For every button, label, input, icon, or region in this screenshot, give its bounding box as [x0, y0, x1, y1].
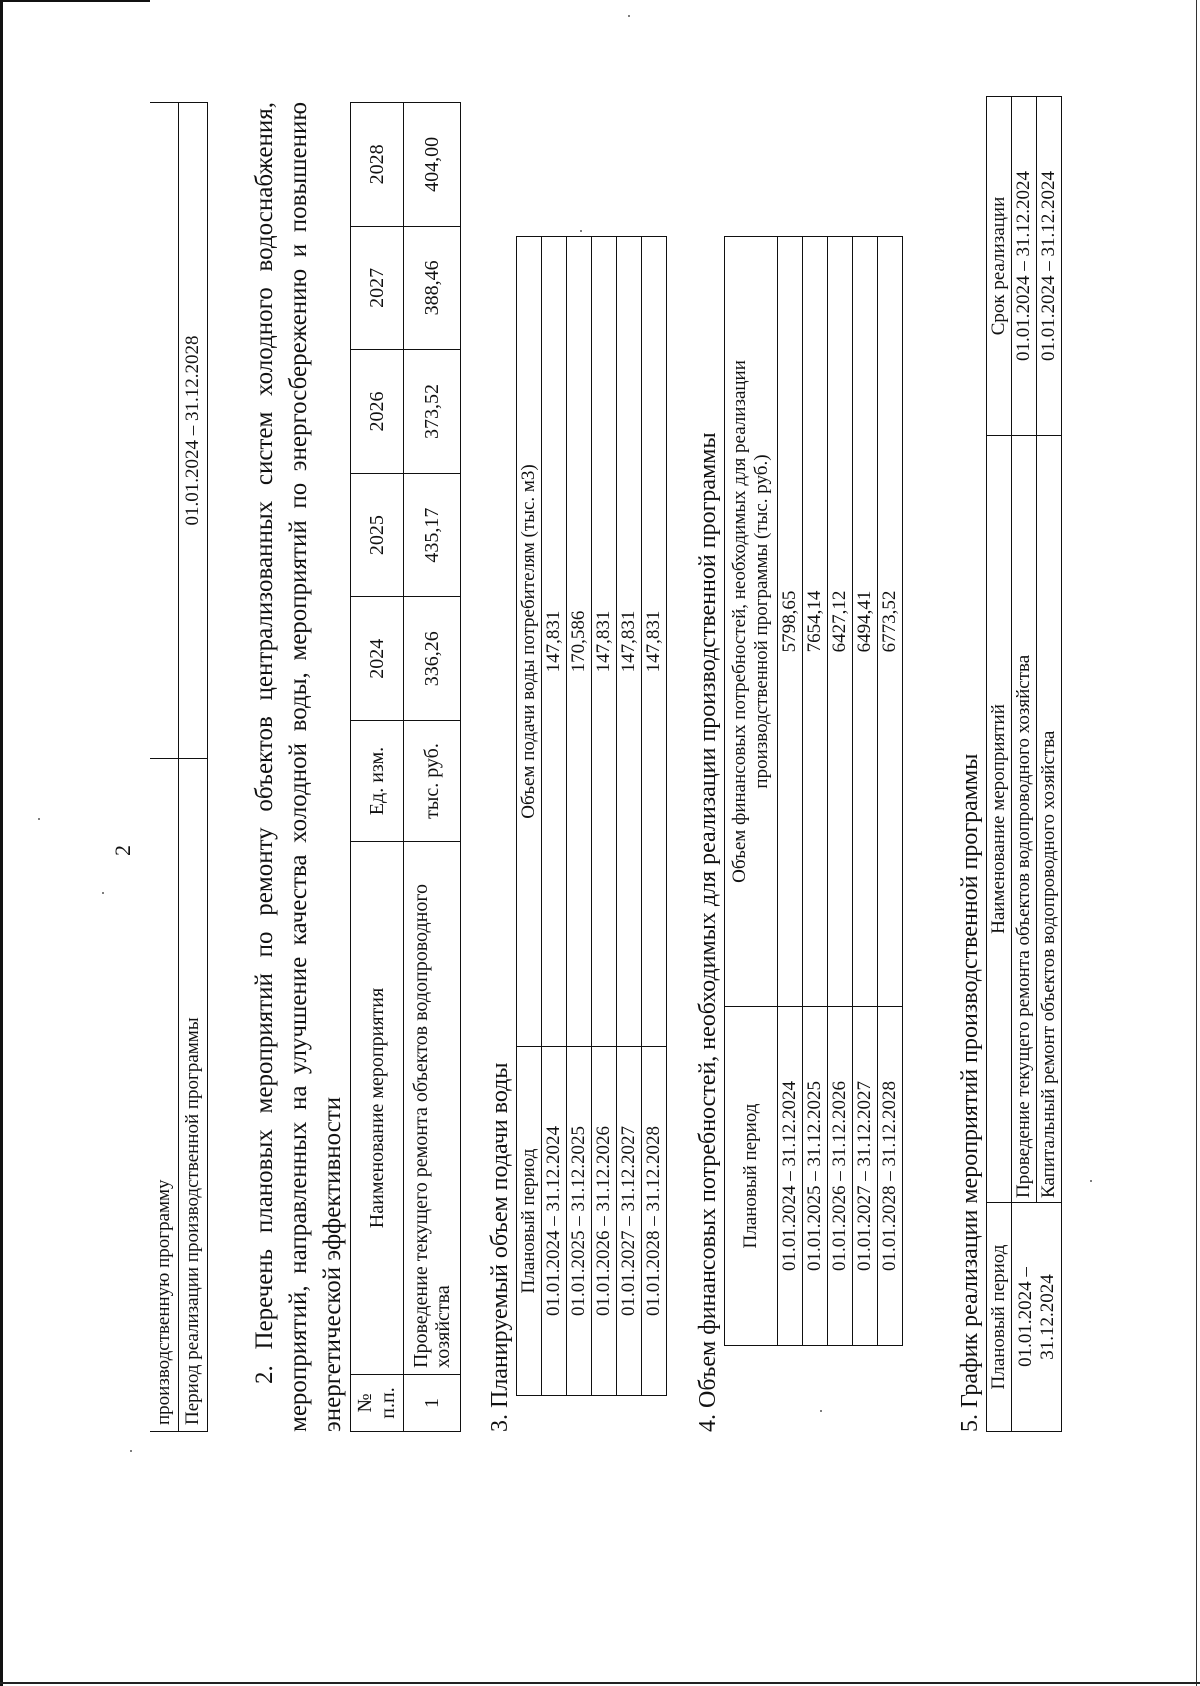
header-volume: Объем подачи воды потребителям (тыс. м3)	[517, 237, 542, 1047]
cell-period	[1012, 1203, 1062, 1432]
cell-2024: 336,26	[404, 597, 461, 721]
table-row	[1012, 97, 1037, 1432]
table-header-row	[517, 237, 542, 1396]
header-year-2027: 2027	[351, 226, 404, 350]
cell-2028: 404,00	[404, 103, 461, 227]
header-name: Наименование мероприятий	[987, 436, 1012, 1203]
header-num: № п.п.	[351, 1375, 404, 1432]
cell-period: 01.01.2026 – 31.12.2026	[828, 1007, 853, 1346]
cell-unit: тыс. руб.	[404, 721, 461, 842]
section4-table	[724, 236, 903, 1346]
table-row	[617, 237, 642, 1396]
header-period: Плановый период	[725, 1007, 778, 1346]
table-row	[592, 237, 617, 1396]
cell-period: 01.01.2027 – 31.12.2027	[617, 1047, 642, 1396]
program-continued-value	[150, 103, 179, 759]
cell-volume: 147,831	[617, 237, 642, 1047]
program-continued-label: производственную программу	[150, 759, 179, 1432]
table-row	[567, 237, 592, 1396]
section2-table	[350, 102, 461, 1432]
cell-period: 01.01.2025 – 31.12.2025	[567, 1047, 592, 1396]
table-row	[828, 237, 853, 1346]
table-row	[878, 237, 903, 1346]
cell-name: Капитальный ремонт объектов водопроводного хозяйства	[1037, 436, 1062, 1203]
cell-2025: 435,17	[404, 473, 461, 597]
table-row	[150, 103, 179, 1432]
cell-name: Проведение текущего ремонта объектов водопроводного хозяйства	[404, 842, 461, 1375]
cell-period: 01.01.2028 – 31.12.2028	[878, 1007, 903, 1346]
cell-name: Проведение текущего ремонта объектов водопроводного хозяйства	[1012, 436, 1037, 1203]
header-year-2025: 2025	[351, 473, 404, 597]
cell-period: 01.01.2026 – 31.12.2026	[592, 1047, 617, 1396]
header-year-2028: 2028	[351, 103, 404, 227]
cell-2026: 373,52	[404, 350, 461, 474]
cell-amount: 6427,12	[828, 237, 853, 1007]
cell-volume: 147,831	[592, 237, 617, 1047]
section5-title: 5. График реализации мероприятий производственной программы	[957, 753, 983, 1432]
program-table	[150, 102, 208, 1432]
header-term: Срок реализации	[987, 97, 1012, 436]
document-content	[150, 102, 1062, 1432]
cell-volume: 147,831	[642, 237, 667, 1047]
cell-volume: 170,586	[567, 237, 592, 1047]
table-header-row	[351, 103, 404, 1432]
table-row	[404, 103, 461, 1432]
header-amount	[725, 237, 778, 1007]
cell-amount: 6494,41	[853, 237, 878, 1007]
cell-amount: 5798,65	[778, 237, 803, 1007]
cell-period: 01.01.2027 – 31.12.2027	[853, 1007, 878, 1346]
header-amount-line2: производственной программы (тыс. руб.)	[751, 454, 772, 789]
cell-amount: 6773,52	[878, 237, 903, 1007]
cell-period-line1: 01.01.2024 –	[1014, 1267, 1036, 1367]
cell-term: 01.01.2024 – 31.12.2024	[1037, 97, 1062, 436]
cell-period: 01.01.2024 – 31.12.2024	[542, 1047, 567, 1396]
header-year-2024: 2024	[351, 597, 404, 721]
header-year-2026: 2026	[351, 350, 404, 474]
table-row	[642, 237, 667, 1396]
cell-term: 01.01.2024 – 31.12.2024	[1012, 97, 1037, 436]
table-row	[778, 237, 803, 1346]
header-period: Плановый период	[987, 1203, 1012, 1432]
page-number: 2	[110, 845, 135, 856]
cell-2027: 388,46	[404, 226, 461, 350]
program-period-value: 01.01.2024 – 31.12.2028	[179, 103, 208, 759]
section5-table	[986, 96, 1062, 1432]
section3-table	[516, 236, 667, 1396]
header-name: Наименование мероприятия	[351, 842, 404, 1375]
table-row	[803, 237, 828, 1346]
cell-period: 01.01.2028 – 31.12.2028	[642, 1047, 667, 1396]
cell-period: 01.01.2025 – 31.12.2025	[803, 1007, 828, 1346]
header-amount-line1: Объем финансовых потребностей, необходимых для реализации	[729, 360, 750, 883]
table-row	[853, 237, 878, 1346]
section4-title: 4. Объем финансовых потребностей, необходимых для реализации производственной программы	[695, 432, 721, 1432]
table-header-row	[725, 237, 778, 1346]
table-row	[179, 103, 208, 1432]
section3-title: 3. Планируемый объем подачи воды	[487, 1062, 513, 1432]
cell-period: 01.01.2024 – 31.12.2024	[778, 1007, 803, 1346]
section2-title: 2. Перечень плановых мероприятий по ремонту объектов централизованных систем холодного водоснабжения, мероприятий, направленных на улучшение качества холодной воды, мероприятий по энергосбережению и повышению энергетической эффективности	[251, 102, 346, 1432]
table-row	[542, 237, 567, 1396]
header-unit: Ед. изм.	[351, 721, 404, 842]
cell-volume: 147,831	[542, 237, 567, 1047]
cell-period-line2: 31.12.2024	[1036, 1274, 1058, 1360]
program-period-label: Период реализации производственной программы	[179, 759, 208, 1432]
header-period: Плановый период	[517, 1047, 542, 1396]
cell-amount: 7654,14	[803, 237, 828, 1007]
cell-num: 1	[404, 1375, 461, 1432]
table-header-row	[987, 97, 1012, 1432]
